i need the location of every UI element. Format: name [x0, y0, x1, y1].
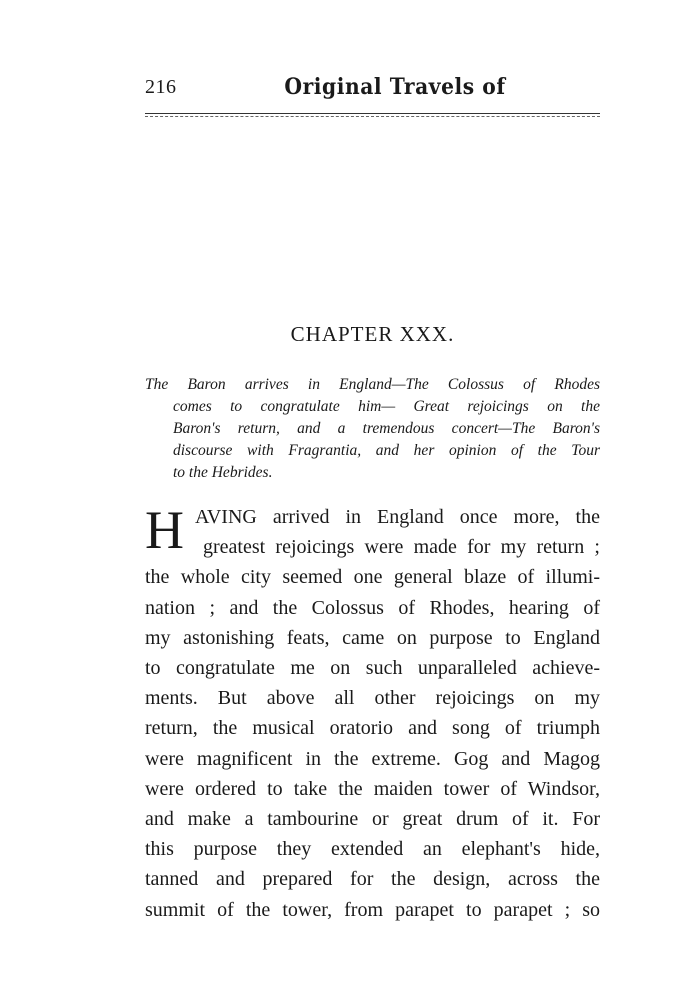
header-rule — [145, 113, 600, 114]
body-text — [145, 502, 600, 925]
header-rule-dashed — [145, 116, 600, 117]
body-line: ments. But above all other rejoicings on my — [145, 687, 600, 710]
summary-line: Baron's return, and a tremendous concert—The Baron's — [173, 420, 600, 437]
body-line: were ordered to take the maiden tower of Windsor, — [145, 777, 600, 800]
body-line: to congratulate me on such unparalleled achieve- — [145, 657, 600, 680]
summary-line: to the Hebrides. — [173, 464, 273, 481]
body-line: summit of the tower, from parapet to parapet ; so — [145, 898, 600, 921]
page-number: 216 — [145, 76, 177, 98]
body-line: this purpose they extended an elephant's hide, — [145, 838, 600, 861]
body-line: AVING arrived in England once more, the — [195, 506, 600, 528]
body-line: and make a tambourine or great drum of it. For — [145, 808, 600, 831]
page-header — [145, 74, 600, 104]
running-head: Original Travels of — [284, 74, 506, 100]
body-line: return, the musical oratorio and song of triumph — [145, 717, 600, 740]
chapter-title: CHAPTER XXX. — [290, 322, 455, 346]
body-line: nation ; and the Colossus of Rhodes, hearing of — [145, 596, 600, 619]
summary-line: comes to congratulate him— Great rejoicings on the — [173, 398, 600, 415]
body-line: greatest rejoicings were made for my return ; — [203, 536, 600, 559]
summary-line: discourse with Fragrantia, and her opinion of the Tour — [173, 442, 600, 459]
body-line: the whole city seemed one general blaze of illumi- — [145, 566, 600, 589]
chapter-summary — [145, 374, 600, 484]
drop-cap: H — [145, 500, 184, 560]
summary-line: The Baron arrives in England—The Colossus of Rhodes — [145, 376, 600, 393]
body-line: my astonishing feats, came on purpose to England — [145, 626, 600, 649]
body-line: were magnificent in the extreme. Gog and Magog — [145, 747, 600, 770]
body-line: tanned and prepared for the design, across the — [145, 868, 600, 891]
